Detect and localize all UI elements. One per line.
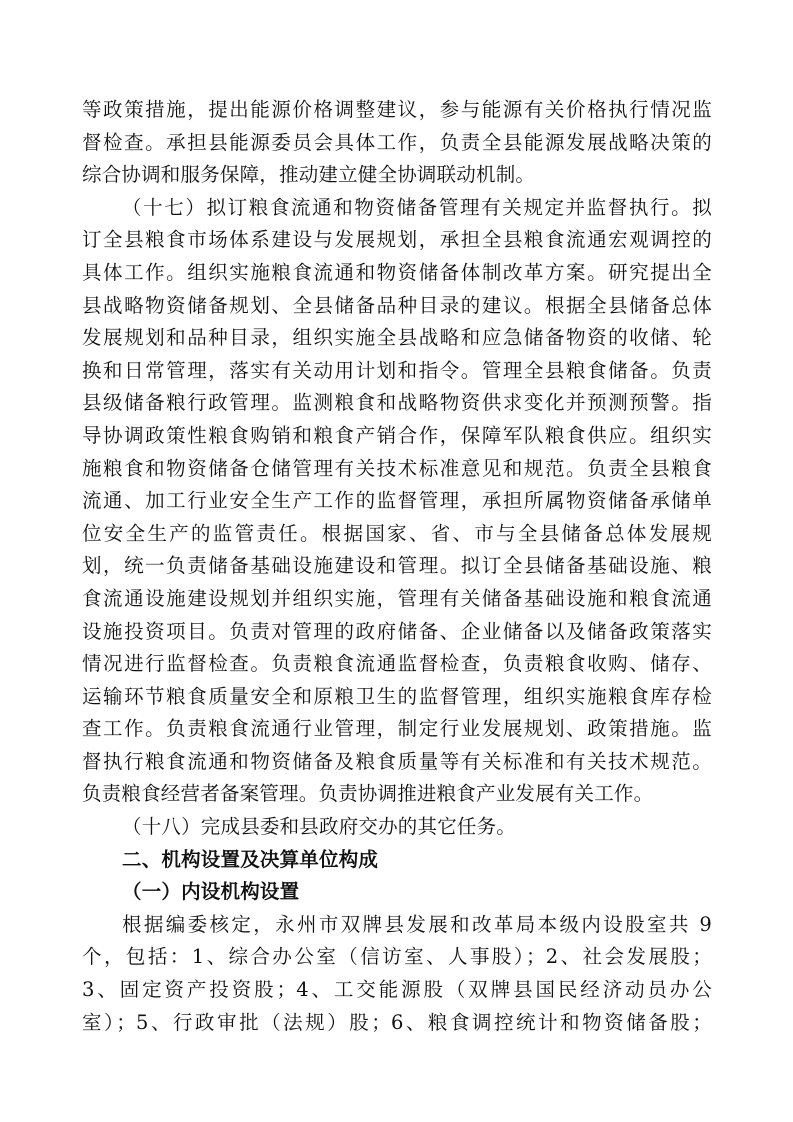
text-line: 个，包括：1、综合办公室（信访室、人事股）；2、社会发展股； <box>82 945 712 969</box>
text-line: 导协调政策性粮食购销和粮食产销合作，保障军队粮食供应。组织实 <box>82 423 712 447</box>
text-line: 督检查。承担县能源委员会具体工作，负责全县能源发展战略决策的 <box>82 130 712 154</box>
text-line: 具体工作。组织实施粮食流通和物资储备体制改革方案。研究提出全 <box>82 260 712 284</box>
text-line: 设施投资项目。负责对管理的政府储备、企业储备以及储备政策落实 <box>82 619 712 643</box>
text-line: 室）；5、行政审批（法规）股；6、粮食调控统计和物资储备股； <box>82 1010 712 1034</box>
section-heading: 二、机构设置及决算单位构成 <box>122 847 379 871</box>
text-line: 划，统一负责储备基础设施建设和管理。拟订全县储备基础设施、粮 <box>82 554 712 578</box>
text-line: 运输环节粮食质量安全和原粮卫生的监督管理，组织实施粮食库存检 <box>82 684 712 708</box>
paragraph-item-18 <box>82 811 712 844</box>
text-line: 查工作。负责粮食流通行业管理，制定行业发展规划、政策措施。监 <box>82 717 712 741</box>
text-line: 发展规划和品种目录，组织实施全县战略和应急储备物资的收储、轮 <box>82 326 712 350</box>
text-line: 情况进行监督检查。负责粮食流通监督检查，负责粮食收购、储存、 <box>82 652 712 676</box>
text-line: 等政策措施，提出能源价格调整建议，参与能源有关价格执行情况监 <box>82 98 712 121</box>
paragraph-energy <box>82 94 712 192</box>
text-line: 综合协调和服务保障，推动建立健全协调联动机制。 <box>82 163 536 187</box>
text-line: 施粮食和物资储备仓储管理有关技术标准意见和规范。负责全县粮食 <box>82 456 712 480</box>
text-line: 县战略物资储备规划、全县储备品种目录的建议。根据全县储备总体 <box>82 293 712 317</box>
text-line: 位安全生产的监管责任。根据国家、省、市与全县储备总体发展规 <box>82 521 712 545</box>
paragraph-item-17 <box>82 192 712 811</box>
text-line: 换和日常管理，落实有关动用计划和指令。管理全县粮食储备。负责 <box>82 358 712 382</box>
text-line: 订全县粮食市场体系建设与发展规划，承担全县粮食流通宏观调控的 <box>82 228 712 252</box>
document-page <box>82 94 712 1039</box>
paragraph-org-setup <box>82 909 712 1039</box>
text-line: 县级储备粮行政管理。监测粮食和战略物资供求变化并预测预警。指 <box>82 391 712 415</box>
text-line: 督执行粮食流通和物资储备及粮食质量等有关标准和有关技术规范。 <box>82 749 712 773</box>
text-line: 流通、加工行业安全生产工作的监督管理，承担所属物资储备承储单 <box>82 489 712 513</box>
text-line: 食流通设施建设规划并组织实施，管理有关储备基础设施和粮食流通 <box>82 586 712 610</box>
text-line: 负责粮食经营者备案管理。负责协调推进粮食产业发展有关工作。 <box>82 782 654 806</box>
text-line: （十八）完成县委和县政府交办的其它任务。 <box>122 815 517 839</box>
text-line: 根据编委核定，永州市双牌县发展和改革局本级内设股室共 9 <box>122 912 712 936</box>
text-line: （十七）拟订粮食流通和物资储备管理有关规定并监督执行。拟 <box>122 195 712 219</box>
text-line: 3、固定资产投资股；4、工交能源股（双牌县国民经济动员办公 <box>82 978 712 1002</box>
subsection-heading: （一）内设机构设置 <box>122 880 300 904</box>
